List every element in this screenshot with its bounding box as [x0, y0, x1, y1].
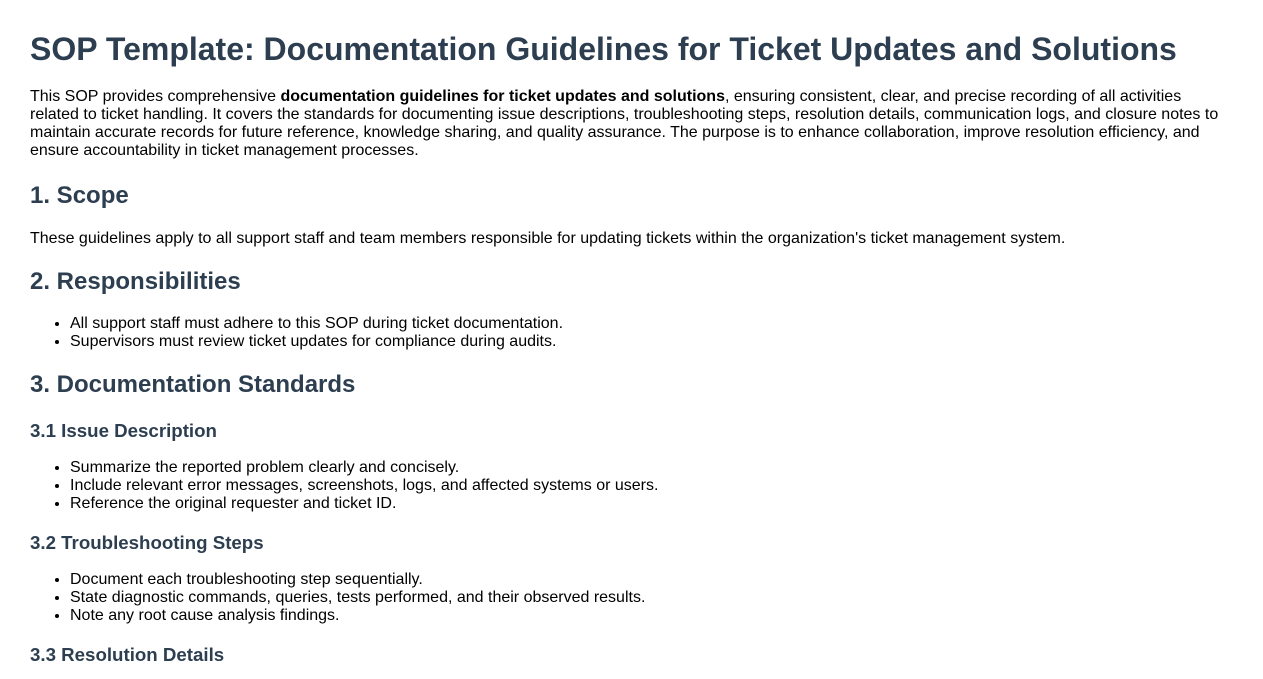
list-item: • Document each troubleshooting step sequentially. [70, 571, 1233, 589]
scope-text: These guidelines apply to all support staff and team members responsible for updating tickets within the organization's ticket management system. [30, 230, 1066, 247]
issue-description-heading: 3.1 Issue Description [30, 420, 217, 441]
resolution-details-heading: 3.3 Resolution Details [30, 644, 225, 665]
list-item: • Reference the original requester and ticket ID. [70, 495, 1233, 513]
troubleshooting-steps-list [30, 571, 1233, 625]
issue-description-list [30, 459, 1233, 513]
troubleshooting-steps-heading: 3.2 Troubleshooting Steps [30, 532, 264, 553]
documentation-standards-heading: 3. Documentation Standards [30, 371, 356, 398]
list-item: • All support staff must adhere to this SOP during ticket documentation. [70, 315, 1233, 333]
list-item: • Note any root cause analysis findings. [70, 607, 1233, 625]
intro-text-end: , ensuring consistent, clear, and precise recording of all activities related to ticket handling. It covers the standards for documenting issue descriptions, troubleshooting steps, resolution details, communication logs, and closure notes to maintain accurate records for future reference, knowledge sharing, and quality assurance. The purpose is to enhance collaboration, improve resolution efficiency, and ensure accountability in ticket management processes. [30, 88, 1219, 159]
list-item: • Include relevant error messages, screenshots, logs, and affected systems or users. [70, 477, 1233, 495]
intro-text-start: This SOP provides comprehensive [30, 88, 281, 105]
responsibilities-heading: 2. Responsibilities [30, 268, 241, 295]
responsibilities-list [30, 315, 1233, 351]
scope-heading: 1. Scope [30, 182, 129, 209]
list-item: • Supervisors must review ticket updates for compliance during audits. [70, 333, 1233, 351]
intro-bold-text: documentation guidelines for ticket updates and solutions [280, 88, 725, 105]
list-item: • Summarize the reported problem clearly and concisely. [70, 459, 1233, 477]
intro-paragraph [30, 88, 1233, 160]
page-title: SOP Template: Documentation Guidelines for Ticket Updates and Solutions [30, 31, 1177, 67]
list-item: • State diagnostic commands, queries, tests performed, and their observed results. [70, 589, 1233, 607]
